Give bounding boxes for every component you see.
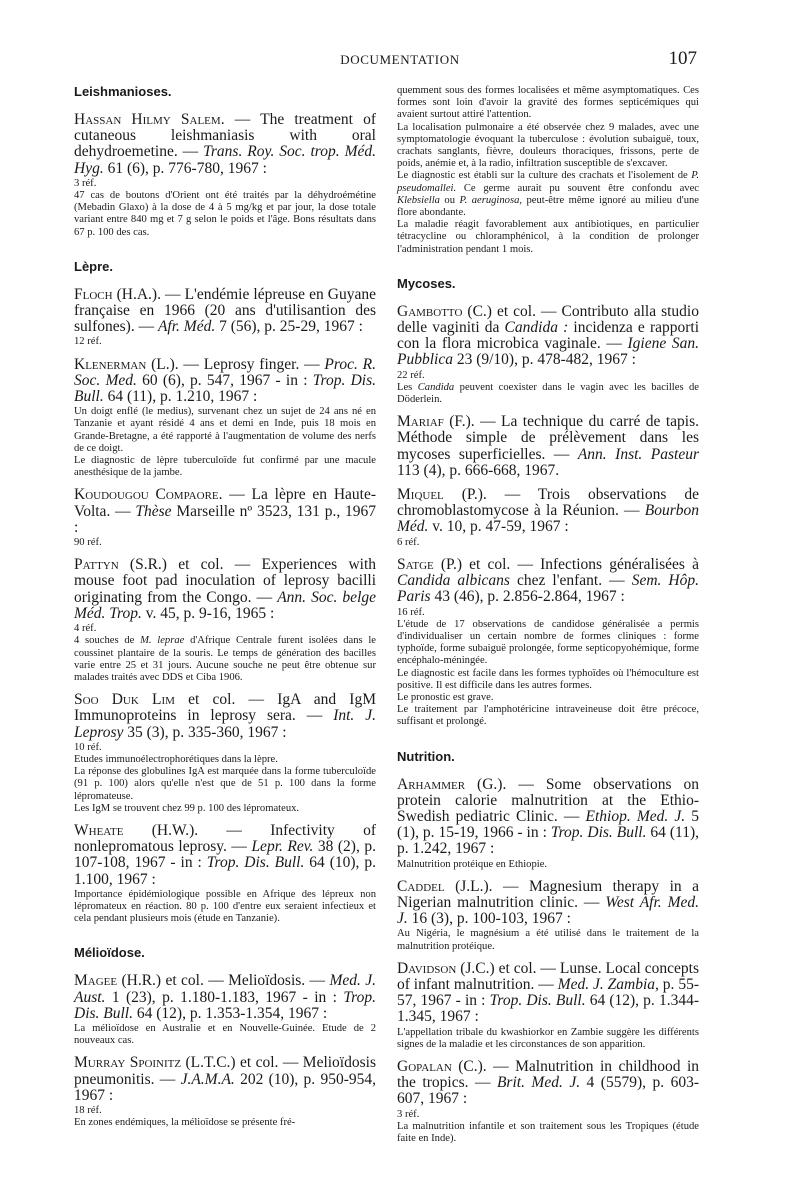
citation-text: (L.). — Leprosy finger. —: [146, 355, 325, 373]
abstract-text: La maladie réagit favorablement aux antibiotiques, en particulier tétracycline ou chloramphénicol, à la condition de prolonger l'administration pendant 1 mois.: [397, 219, 699, 255]
abstract-text: Les Candida peuvent coexister dans le vagin avec les bacilles de Döderlein.: [397, 381, 699, 406]
abstract-text: 4 souches de M. leprae d'Afrique Centrale furent isolées dans le coussinet plantaire de la souris. Le temps de génération des bacilles varie entre 25 et 31 jours. Aucune souche ne peut être obtenue sur malades traités avec DDS et Ciba 1906.: [74, 635, 377, 683]
abstract-text: La localisation pulmonaire a été observée chez 9 malades, avec une symptomatologie évoquant la tuberculose : évolution subaiguë, toux, crachats sanglants, fièvre, douleurs thoraciques, frissons, perte de poids, anémie et, à la radio, infiltration susceptible de s'excaver.: [397, 121, 699, 170]
author: Floch: [74, 285, 113, 303]
author: Arhammer: [397, 775, 466, 793]
entry-gambotto: [397, 304, 699, 406]
entry-salem: [74, 112, 376, 239]
entry-soo-duk-lim: [74, 692, 376, 815]
author: Soo Duk Lim: [74, 691, 175, 709]
abstract-text: Importance épidémiologique possible en Afrique des lépreux non lépromateux en réaction. 80 p. 100 d'entre eux seraient infectieux et cela pendant plusieurs mois (étude en Tanzanie).: [74, 888, 376, 925]
entry-miquel: [397, 487, 699, 549]
citation-text: 38 (2), p. 107-108, 1967 - in :: [74, 838, 376, 872]
reference-count: 18 réf.: [74, 1104, 102, 1116]
reference-count: 22 réf.: [397, 369, 425, 381]
abstract-text: Malnutrition protéique en Ethiopie.: [397, 858, 548, 870]
citation-text: p. 55-57, 1967 - in :: [397, 975, 699, 1010]
journal-name: Int. J. Leprosy: [74, 707, 376, 741]
abstract-text: Le diagnostic est établi sur la culture des crachats et l'isolement de P. pseudomallei. Ce germe aurait pu souvent être confondu avec Klebsiella ou P. aeruginosa, peut-être même ignoré au milieu d'une flore abondante.: [397, 170, 699, 219]
citation-text: 61 (6), p. 776-780, 1967 :: [103, 159, 267, 177]
author: Wheate: [74, 821, 124, 839]
citation-text: 7 (56), p. 25-29, 1967 :: [215, 318, 363, 336]
abstract-text: Le traitement par l'amphotéricine intraveineuse doit être précoce, suffisant et prolongé.: [397, 704, 699, 728]
reference-count: 3 réf.: [397, 1108, 420, 1120]
citation-text: 202 (10), p. 950-954, 1967 :: [74, 1070, 376, 1104]
journal-name: Thèse: [135, 502, 172, 520]
left-column: [74, 84, 376, 1137]
journal-name: Bourbon Méd.: [397, 502, 699, 536]
abstract-text: Les IgM se trouvent chez 99 p. 100 des lépromateux.: [74, 802, 300, 814]
author: Miquel: [397, 486, 444, 504]
citation-text: 35 (3), p. 335-360, 1967 :: [123, 723, 287, 741]
citation-text: (C.) et col. — Contributo alla studio delle vaginiti da: [397, 302, 699, 337]
reference-count: 90 réf.: [74, 537, 102, 549]
citation-text: incidenza e rapporti con la flora microbica vaginale. —: [397, 319, 700, 353]
section-heading-melioidose: Mélioïdose.: [74, 945, 145, 961]
citation-text: (F.). — La technique du carré de tapis. Méthode simple de prélèvement dans les mycoses superficielles. —: [397, 413, 699, 463]
citation-text: (H.W.). — Infectivity of nonlepromatous leprosy. —: [74, 821, 376, 856]
citation-text: (H.R.) et col. — Melioïdosis. —: [117, 972, 330, 990]
section-heading-lepre: Lèpre.: [74, 258, 114, 274]
section-heading-mycoses: Mycoses.: [397, 275, 456, 291]
citation-text: (P.). — Trois observations de chromoblastomycose à la Réunion. —: [397, 486, 699, 520]
section-heading-leishmanioses: Leishmanioses.: [74, 84, 172, 99]
entry-caddel: [397, 879, 699, 953]
citation-text: v. 45, p. 9-16, 1965 :: [141, 604, 275, 622]
journal-name: Igiene San. Pubblica: [397, 335, 700, 369]
entry-gopalan: [397, 1059, 699, 1145]
journal-name: Afr. Méd.: [157, 318, 216, 336]
abstract-text: Le diagnostic est facile dans les formes typhoïdes où l'hémoculture est positive. Il est difficile dans les autres formes.: [397, 667, 699, 691]
journal-name: Brit. Med. J.: [496, 1074, 581, 1092]
reference-count: 4 réf.: [74, 623, 97, 635]
abstract-text: 47 cas de boutons d'Orient ont été traités par la déhydroémétine (Mebadin Glaxo) à la dose de 4 à 5 mg/kg et par jour, la dose totale variant entre 840 mg et 7 g selon le poids et l'âge. Bons résultats dans 67 p. 100 des cas.: [74, 190, 376, 238]
citation-text: v. 10, p. 47-59, 1967 :: [428, 518, 569, 536]
citation-text: 64 (11), p. 1.242, 1967 :: [397, 824, 699, 858]
journal-name: Trans. Roy. Soc. trop. Méd. Hyg.: [74, 143, 376, 177]
entry-wheate: [74, 823, 376, 925]
journal-name: West Afr. Med. J.: [397, 893, 699, 928]
reference-count: 12 réf.: [74, 336, 102, 348]
author: Caddel: [397, 877, 445, 895]
journal-name: J.A.M.A.: [180, 1070, 235, 1088]
citation-text: 113 (4), p. 666-668, 1967.: [397, 461, 560, 479]
citation-text: chez l'enfant. —: [509, 572, 632, 590]
journal-name: Lepr. Rev.: [251, 838, 314, 856]
journal-name: Trop. Dis. Bull.: [74, 988, 376, 1022]
citation-text: 23 (9/10), p. 478-482, 1967 :: [452, 351, 636, 369]
abstract-text: Un doigt enflé (le medius), survenant chez un sujet de 24 ans né en Tanzanie et ayant résidé 4 ans et demi en Inde, puis 18 mois en Grande-Bretagne, a été rapporté à l'augmentation de volume des nerfs de ce doigt.: [74, 406, 376, 454]
citation-text: 64 (11), p. 1.210, 1967 :: [103, 388, 258, 406]
running-header: DOCUMENTATION: [340, 52, 460, 67]
citation-text: . — La lèpre en Haute-Volta. —: [74, 486, 376, 520]
reference-count: 16 réf.: [397, 606, 425, 618]
citation-text: (L.T.C.) et col. — Melioïdosis pneumonitis. —: [74, 1054, 376, 1088]
entry-continuation: [397, 85, 699, 256]
citation-text: 16 (3), p. 100-103, 1967 :: [407, 910, 571, 928]
entry-murray-spoinitz: [74, 1055, 376, 1129]
entry-davidson: [397, 961, 699, 1051]
author: Pattyn: [74, 556, 119, 574]
journal-name: Ethiop. Med. J.: [585, 807, 686, 825]
entry-mariaf: [397, 414, 699, 479]
journal-name: Trop. Dis. Bull.: [550, 824, 647, 842]
citation-text: (G.). — Some observations on protein calorie malnutrition at the Ethio-Swedish pediatric Clinic. —: [397, 775, 699, 825]
author: Mariaf: [397, 413, 444, 431]
entry-klenerman: [74, 357, 376, 480]
citation-text: Marseille nº 3523, 131 p., 1967 :: [74, 502, 376, 536]
citation-text: (H.A.). — L'endémie lépreuse en Guyane française en 1966 (20 ans d'utilisantion des sulfones). —: [74, 285, 376, 336]
citation-text: (J.C.) et col. — Lunse. Local concepts of infant malnutrition. —: [397, 959, 699, 993]
citation-text: (J.L.). — Magnesium therapy in a Nigerian malnutrition clinic. —: [397, 877, 699, 911]
author: Davidson: [397, 959, 457, 977]
citation-text: (C.). — Malnutrition in childhood in the tropics. —: [397, 1057, 699, 1092]
author: Hassan Hilmy Salem: [74, 111, 221, 128]
abstract-text: L'étude de 17 observations de candidose généralisée a permis d'individualiser un certain nombre de formes cliniques : forme typhoïde, forme subaiguë prolongée, forme septicopyohémique, forme encéphalo-méningée.: [397, 618, 699, 667]
citation-text: (S.R.) et col. — Experiences with mouse foot pad inoculation of leprosy bacilli originating from the Congo. —: [74, 556, 376, 606]
citation-text: 64 (12), p. 1.353-1.354, 1967 :: [133, 1004, 328, 1022]
abstract-text: La malnutrition infantile et son traitement sous les Tropiques (étude faite en Inde).: [397, 1120, 699, 1144]
journal-name: Trop. Dis. Bull.: [74, 371, 376, 406]
journal-name: Sem. Hôp. Paris: [397, 572, 699, 606]
entry-satge: [397, 557, 699, 729]
entry-magee: [74, 973, 376, 1047]
journal-name: Med. J. Aust.: [74, 972, 377, 1006]
journal-name: Trop. Dis. Bull.: [206, 854, 305, 872]
author: Klenerman: [74, 355, 147, 373]
abstract-text: quemment sous des formes localisées et même asymptomatiques. Ces formes sont loin d'avoir la gravité des formes septicémiques qui avaient surtout attiré l'attention.: [397, 85, 699, 121]
citation-text: (P.) et col. — Infections généralisées à: [433, 555, 699, 573]
entry-koudougou: [74, 487, 376, 549]
journal-name: Candida :: [504, 319, 569, 337]
journal-name: Trop. Dis. Bull.: [489, 992, 586, 1010]
abstract-text: La mélioïdose en Australie et en Nouvelle-Guinée. Etude de 2 nouveaux cas.: [74, 1022, 376, 1047]
citation-text: 4 (5579), p. 603-607, 1967 :: [397, 1074, 699, 1108]
citation-text: . — The treatment of cutaneous leishmaniasis with oral dehydroemetine. —: [74, 111, 376, 161]
right-column: [397, 84, 699, 1153]
abstract-text: En zones endémiques, la mélioïdose se présente fré-: [74, 1117, 296, 1129]
citation-text: 64 (10), p. 1.100, 1967 :: [74, 854, 376, 888]
author: Satge: [397, 555, 434, 573]
page-number: 107: [668, 48, 697, 69]
journal-name: Med. J. Zambia,: [557, 975, 659, 993]
abstract-text: Le diagnostic de lèpre tuberculoïde fut confirmé par une macule anesthésique de la jambe.: [74, 455, 376, 479]
entry-arhammer: [397, 777, 699, 871]
citation-text: 64 (12), p. 1.344-1.345, 1967 :: [397, 992, 699, 1026]
abstract-text: L'appellation tribale du kwashiorkor en Zambie suggère les différents signes de la maladie et les circonstances de son apparition.: [397, 1026, 699, 1050]
journal-name: Ann. Inst. Pasteur: [577, 445, 699, 463]
reference-count: 10 réf.: [74, 741, 102, 753]
citation-text: et col. — IgA and IgM Immunoproteins in leprosy sera. —: [74, 691, 376, 725]
citation-text: 1 (23), p. 1.180-1.183, 1967 - in :: [105, 988, 344, 1006]
abstract-text: Le pronostic est grave.: [397, 691, 494, 703]
reference-count: 6 réf.: [397, 536, 420, 548]
author: Gambotto: [397, 302, 463, 320]
journal-name: Ann. Soc. belge Méd. Trop.: [74, 588, 377, 622]
author: Magee: [74, 972, 118, 990]
abstract-text: La réponse des globulines IgA est marquée dans la forme tuberculoïde (91 p. 100) alors qu'elle n'est que de 51 p. 100 dans la forme lépromateuse.: [74, 766, 376, 802]
abstract-text: Etudes immunoélectrophorétiques dans la lèpre.: [74, 753, 278, 765]
section-heading-nutrition: Nutrition.: [397, 748, 455, 764]
author: Koudougou Compaore: [74, 486, 219, 504]
citation-text: 5 (1), p. 15-19, 1966 - in :: [397, 807, 699, 842]
abstract-text: Au Nigéria, le magnésium a été utilisé dans le traitement de la malnutrition protéique.: [397, 928, 699, 952]
entry-floch: [74, 287, 376, 349]
author: Gopalan: [397, 1057, 452, 1075]
reference-count: 3 réf.: [74, 177, 97, 189]
entry-pattyn: [74, 557, 376, 684]
citation-text: 60 (6), p. 547, 1967 - in :: [136, 371, 313, 389]
journal-name: Candida albicans: [397, 572, 510, 590]
journal-name: Proc. R. Soc. Med.: [74, 355, 376, 389]
author: Murray Spoinitz: [74, 1054, 182, 1072]
citation-text: 43 (46), p. 2.856-2.864, 1967 :: [430, 588, 625, 606]
